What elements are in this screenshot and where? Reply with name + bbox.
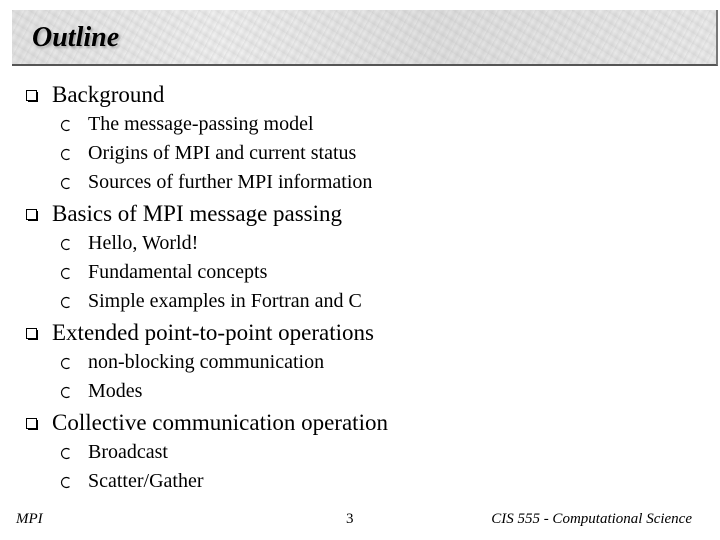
open-circle-bullet-icon [60,148,72,161]
square-bullet-icon [26,418,38,430]
open-circle-bullet-icon [60,296,72,309]
section-label: Basics of MPI message passing [52,201,343,226]
footer-course: CIS 555 - Computational Science [491,511,692,527]
subitem-label: The message-passing model [88,113,314,135]
title-banner [12,10,718,66]
open-circle-bullet-icon [60,177,72,190]
section-subitems [0,348,720,406]
outline-subitem [0,377,720,406]
square-bullet-icon [26,209,38,221]
section-label: Background [52,82,165,107]
subitem-label: Simple examples in Fortran and C [88,290,362,312]
outline-subitem [0,229,720,258]
subitem-label: non-blocking communication [88,351,325,373]
outline-subitem [0,467,720,496]
outline-subitem [0,258,720,287]
open-circle-bullet-icon [60,238,72,251]
outline-section [0,80,720,110]
subitem-label: Broadcast [88,441,168,463]
footer-topic: MPI [16,511,43,527]
outline-subitem [0,287,720,316]
outline-subitem [0,139,720,168]
outline-subitem [0,438,720,467]
open-circle-bullet-icon [60,447,72,460]
open-circle-bullet-icon [60,476,72,489]
subitem-label: Hello, World! [88,232,199,254]
subitem-label: Fundamental concepts [88,261,268,283]
section-subitems [0,438,720,496]
outline-list [0,80,720,498]
open-circle-bullet-icon [60,386,72,399]
square-bullet-icon [26,328,38,340]
section-subitems [0,229,720,316]
subitem-label: Modes [88,380,143,402]
subitem-label: Sources of further MPI information [88,171,373,193]
section-label: Collective communication operation [52,410,388,435]
outline-subitem [0,348,720,377]
open-circle-bullet-icon [60,267,72,280]
outline-subitem [0,110,720,139]
section-subitems [0,110,720,197]
outline-section [0,199,720,229]
outline-subitem [0,168,720,197]
subitem-label: Scatter/Gather [88,470,204,492]
section-label: Extended point-to-point operations [52,320,374,345]
square-bullet-icon [26,90,38,102]
outline-section [0,318,720,348]
page-number: 3 [346,511,354,527]
open-circle-bullet-icon [60,119,72,132]
open-circle-bullet-icon [60,357,72,370]
subitem-label: Origins of MPI and current status [88,142,357,164]
slide-title: Outline [32,22,120,53]
outline-section [0,408,720,438]
